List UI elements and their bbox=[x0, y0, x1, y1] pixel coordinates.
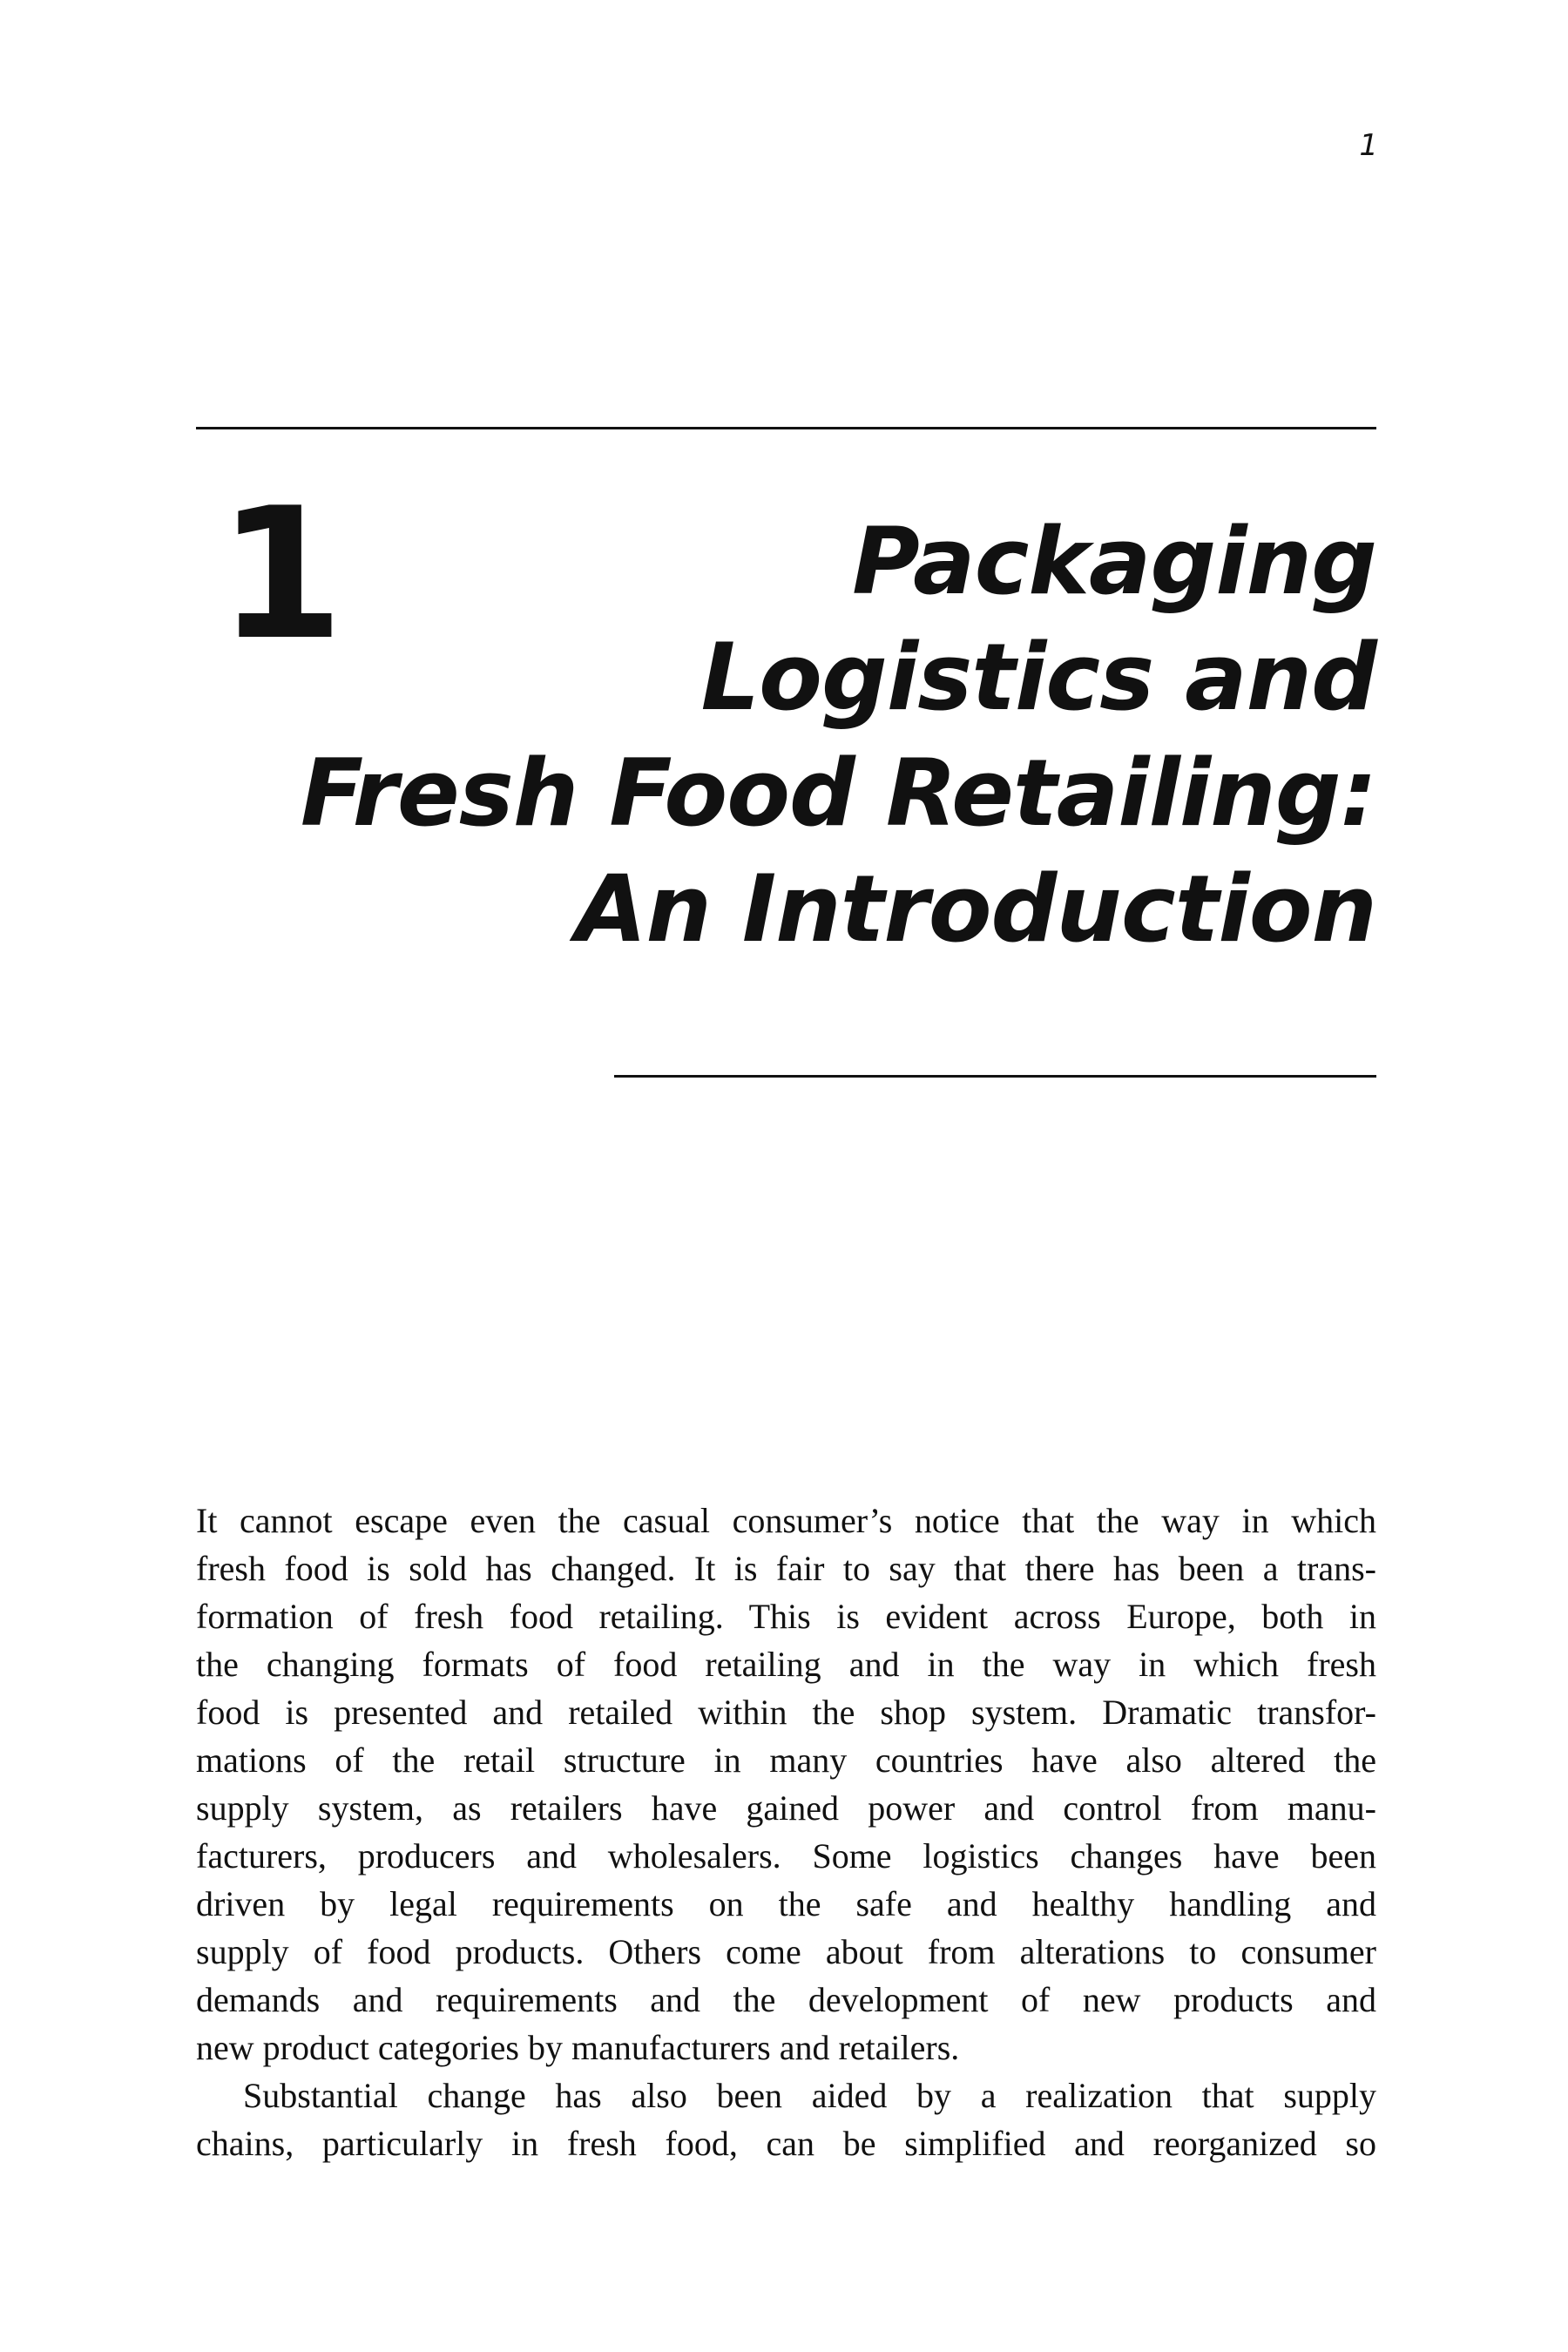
text-line: the changing formats of food retailing and in the way in which fresh bbox=[196, 1645, 1376, 1684]
text-line: supply of food products. Others come about from alterations to consumer bbox=[196, 1932, 1376, 1971]
text-line: demands and requirements and the development of new products and bbox=[196, 1980, 1376, 2019]
text-line: new product categories by manufacturers and retailers. bbox=[196, 2028, 960, 2067]
page-number: 1 bbox=[1359, 128, 1378, 163]
chapter-title-line: Logistics and bbox=[700, 624, 1376, 731]
body-paragraph bbox=[196, 2072, 1376, 2167]
text-line: mations of the retail structure in many countries have also altered the bbox=[196, 1740, 1376, 1780]
text-line: food is presented and retailed within the shop system. Dramatic transfor- bbox=[196, 1693, 1376, 1732]
text-line: driven by legal requirements on the safe and healthy handling and bbox=[196, 1884, 1376, 1923]
text-line: formation of fresh food retailing. This is evident across Europe, both in bbox=[196, 1597, 1376, 1636]
text-line: facturers, producers and wholesalers. Some logistics changes have been bbox=[196, 1836, 1376, 1876]
text-line: It cannot escape even the casual consumer’s notice that the way in which bbox=[196, 1501, 1376, 1540]
text-line: supply system, as retailers have gained power and control from manu- bbox=[196, 1788, 1376, 1828]
chapter-title-line: Fresh Food Retailing: bbox=[300, 740, 1376, 847]
body-text bbox=[196, 1497, 1376, 2167]
body-paragraph bbox=[196, 1497, 1376, 2072]
text-line: Substantial change has also been aided by a realization that supply bbox=[243, 2076, 1376, 2115]
top-rule bbox=[196, 427, 1376, 429]
chapter-title bbox=[287, 504, 1376, 967]
text-line: fresh food is sold has changed. It is fair to say that there has been a trans- bbox=[196, 1549, 1376, 1588]
title-underline-rule bbox=[614, 1075, 1376, 1078]
text-line: chains, particularly in fresh food, can be simplified and reorganized so bbox=[196, 2124, 1376, 2163]
chapter-title-line: Packaging bbox=[852, 508, 1376, 615]
chapter-number: 1 bbox=[218, 470, 344, 680]
chapter-title-line: An Introduction bbox=[575, 855, 1376, 963]
